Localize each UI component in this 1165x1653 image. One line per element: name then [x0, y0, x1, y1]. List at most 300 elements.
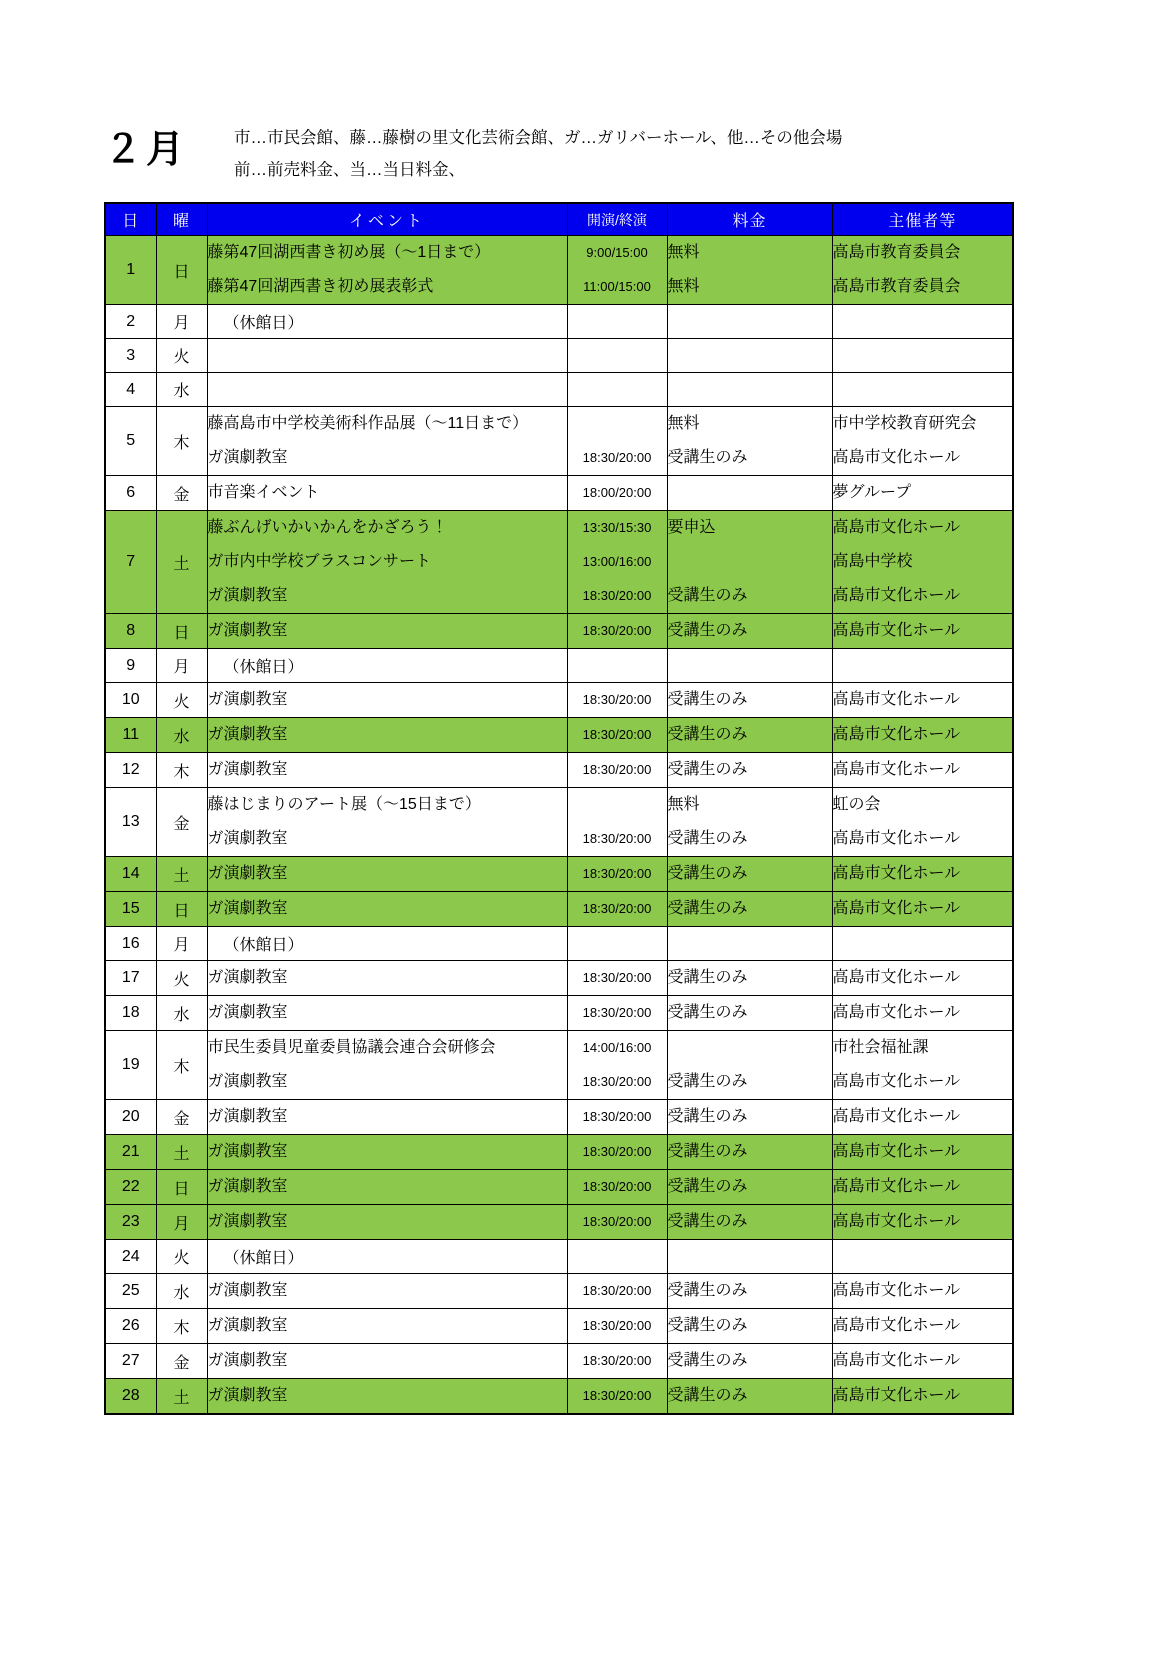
- cell-time: [567, 927, 667, 961]
- cell-day: 28: [105, 1379, 156, 1415]
- event-time: 18:30/20:00: [582, 588, 652, 603]
- event-organizer: 夢グループ: [832, 484, 912, 501]
- event-venue-code: ガ: [207, 726, 224, 743]
- cell-day: 14: [105, 857, 156, 892]
- cell-fee: [667, 407, 832, 476]
- event-time: 18:30/20:00: [582, 1144, 652, 1159]
- page-header: [104, 122, 1014, 192]
- event-time: 13:00/16:00: [582, 554, 652, 569]
- cell-fee: [667, 373, 832, 407]
- event-title: 演劇教室: [223, 1213, 288, 1230]
- event-time: 13:30/15:30: [582, 520, 652, 535]
- cell-time: [567, 1309, 667, 1344]
- event-time: 14:00/16:00: [582, 1040, 652, 1055]
- cell-dow: 土: [156, 1135, 207, 1170]
- event-entry: [208, 683, 567, 717]
- event-organizer: 高島市文化ホール: [832, 449, 961, 466]
- event-title: 演劇教室: [223, 1282, 288, 1299]
- cell-time: [567, 683, 667, 718]
- cell-time: [567, 961, 667, 996]
- cell-time: [567, 1170, 667, 1205]
- event-title: 第47回湖西書き初め展表彰式: [223, 278, 434, 295]
- event-fee: 受講生のみ: [667, 969, 748, 986]
- event-entry: [208, 1379, 567, 1413]
- cell-event: [207, 305, 567, 339]
- event-fee: 受講生のみ: [667, 900, 748, 917]
- table-row: [105, 614, 1013, 649]
- table-row: [105, 857, 1013, 892]
- table-row: [105, 718, 1013, 753]
- event-entry: [208, 718, 567, 752]
- event-entry: [208, 1065, 567, 1099]
- event-title: 演劇教室: [223, 761, 288, 778]
- event-entry: [208, 892, 567, 926]
- event-entry: [208, 788, 567, 822]
- cell-fee: [667, 1031, 832, 1100]
- cell-time: [567, 892, 667, 927]
- cell-event: [207, 476, 567, 511]
- event-venue-code: ガ: [207, 900, 224, 917]
- event-time: 18:30/20:00: [582, 1353, 652, 1368]
- cell-day: 13: [105, 788, 156, 857]
- event-title: 演劇教室: [223, 1352, 288, 1369]
- cell-org: [832, 753, 1013, 788]
- cell-dow: 水: [156, 996, 207, 1031]
- cell-event: [207, 1135, 567, 1170]
- table-row: [105, 788, 1013, 857]
- event-fee: 受講生のみ: [667, 1108, 748, 1125]
- event-fee: 受講生のみ: [667, 1073, 748, 1090]
- table-row: [105, 1170, 1013, 1205]
- event-fee: 受講生のみ: [667, 1317, 748, 1334]
- event-fee: 要申込: [667, 519, 716, 536]
- event-organizer: 高島市文化ホール: [832, 587, 961, 604]
- event-time: 18:30/20:00: [582, 1005, 652, 1020]
- cell-event: [207, 511, 567, 614]
- cell-org: [832, 1309, 1013, 1344]
- cell-org: [832, 511, 1013, 614]
- event-venue-code: ガ: [207, 622, 224, 639]
- cell-org: [832, 373, 1013, 407]
- event-title: 演劇教室: [223, 900, 288, 917]
- event-title: 演劇教室: [223, 830, 288, 847]
- event-organizer: 高島市文化ホール: [832, 1282, 961, 1299]
- cell-time: [567, 1344, 667, 1379]
- event-venue-code: ガ: [207, 1282, 224, 1299]
- event-fee: 受講生のみ: [667, 691, 748, 708]
- cell-event: [207, 614, 567, 649]
- header-row: [105, 203, 1013, 236]
- cell-event: [207, 1240, 567, 1274]
- event-organizer: 高島市文化ホール: [832, 1178, 961, 1195]
- event-time: 18:00/20:00: [582, 485, 652, 500]
- event-entry: [208, 236, 567, 270]
- cell-dow: 水: [156, 1274, 207, 1309]
- event-title: 民生委員児童委員協議会連合会研修会: [223, 1039, 496, 1056]
- event-time: [568, 407, 667, 441]
- cell-event: [207, 373, 567, 407]
- cell-fee: [667, 996, 832, 1031]
- cell-event: [207, 1344, 567, 1379]
- cell-day: 2: [105, 305, 156, 339]
- event-fee: 受講生のみ: [667, 622, 748, 639]
- event-entry: [208, 579, 567, 613]
- cell-day: 16: [105, 927, 156, 961]
- cell-day: 9: [105, 649, 156, 683]
- table-row: [105, 1344, 1013, 1379]
- cell-fee: [667, 1344, 832, 1379]
- cell-event: [207, 1170, 567, 1205]
- cell-fee: [667, 1274, 832, 1309]
- table-row: [105, 753, 1013, 788]
- event-venue-code: 市: [207, 1039, 224, 1056]
- event-fee: 無料: [667, 796, 700, 813]
- event-entry: [208, 614, 567, 648]
- cell-event: [207, 857, 567, 892]
- event-title: 演劇教室: [223, 865, 288, 882]
- event-entry: [208, 1135, 567, 1169]
- event-venue-code: 藤: [207, 278, 224, 295]
- table-row: [105, 649, 1013, 683]
- cell-dow: 日: [156, 614, 207, 649]
- event-venue-code: ガ: [207, 761, 224, 778]
- event-title: 演劇教室: [223, 691, 288, 708]
- cell-org: [832, 476, 1013, 511]
- event-entry: [208, 511, 567, 545]
- cell-org: [832, 718, 1013, 753]
- event-title: 音楽イベント: [223, 484, 320, 501]
- cell-time: [567, 1240, 667, 1274]
- event-venue-code: ガ: [207, 1317, 224, 1334]
- cell-fee: [667, 339, 832, 373]
- cell-org: [832, 1344, 1013, 1379]
- event-organizer: 高島市文化ホール: [832, 1073, 961, 1090]
- cell-time: [567, 1205, 667, 1240]
- event-time: 18:30/20:00: [582, 1388, 652, 1403]
- cell-event: [207, 649, 567, 683]
- cell-day: 15: [105, 892, 156, 927]
- event-venue-code: ガ: [207, 865, 224, 882]
- cell-fee: [667, 1135, 832, 1170]
- event-title: 演劇教室: [223, 449, 288, 466]
- event-time: 9:00/15:00: [586, 245, 648, 260]
- event-organizer: 高島市文化ホール: [832, 830, 961, 847]
- event-title: 演劇教室: [223, 1073, 288, 1090]
- event-fee: 受講生のみ: [667, 865, 748, 882]
- event-title: 第47回湖西書き初め展（～1日まで）: [223, 244, 491, 261]
- event-fee: [668, 1031, 832, 1065]
- cell-fee: [667, 236, 832, 305]
- event-time: 18:30/20:00: [582, 1214, 652, 1229]
- event-entry: [208, 1205, 567, 1239]
- event-title: 演劇教室: [223, 1178, 288, 1195]
- event-venue-code: ガ: [207, 969, 224, 986]
- cell-fee: [667, 892, 832, 927]
- cell-time: [567, 649, 667, 683]
- cell-time: [567, 753, 667, 788]
- cell-org: [832, 1031, 1013, 1100]
- event-organizer: 高島市文化ホール: [832, 969, 961, 986]
- cell-dow: 金: [156, 476, 207, 511]
- event-organizer: 高島市文化ホール: [832, 1387, 961, 1404]
- column-header-fee: 料金: [667, 203, 832, 236]
- cell-org: [832, 1205, 1013, 1240]
- closed-day-label: （休館日）: [223, 937, 304, 954]
- event-venue-code: 市: [207, 484, 224, 501]
- cell-dow: 月: [156, 1205, 207, 1240]
- table-row: [105, 683, 1013, 718]
- legend-block: [234, 122, 1014, 186]
- cell-day: 23: [105, 1205, 156, 1240]
- cell-day: 7: [105, 511, 156, 614]
- event-fee: 受講生のみ: [667, 1004, 748, 1021]
- event-title: 演劇教室: [223, 1108, 288, 1125]
- table-row: [105, 892, 1013, 927]
- cell-org: [832, 857, 1013, 892]
- event-venue-code: 藤: [207, 796, 224, 813]
- cell-org: [832, 1240, 1013, 1274]
- table-row: [105, 1205, 1013, 1240]
- cell-dow: 火: [156, 961, 207, 996]
- cell-time: [567, 718, 667, 753]
- event-fee: 受講生のみ: [667, 761, 748, 778]
- cell-time: [567, 407, 667, 476]
- event-fee: 無料: [667, 244, 700, 261]
- event-organizer: 高島市文化ホール: [832, 1143, 961, 1160]
- event-venue-code: ガ: [207, 1178, 224, 1195]
- cell-dow: 水: [156, 718, 207, 753]
- event-organizer: 市中学校教育研究会: [832, 415, 977, 432]
- event-venue-code: ガ: [207, 587, 224, 604]
- event-title: 演劇教室: [223, 622, 288, 639]
- event-venue-code: ガ: [207, 449, 224, 466]
- cell-org: [832, 1100, 1013, 1135]
- table-head: [105, 203, 1013, 236]
- event-organizer: 高島市教育委員会: [832, 244, 961, 261]
- cell-event: [207, 1100, 567, 1135]
- event-fee: 受講生のみ: [667, 587, 748, 604]
- event-entry: [208, 1031, 567, 1065]
- event-title: 演劇教室: [223, 726, 288, 743]
- cell-day: 19: [105, 1031, 156, 1100]
- cell-day: 17: [105, 961, 156, 996]
- event-organizer: 高島市文化ホール: [832, 1108, 961, 1125]
- event-fee: 受講生のみ: [667, 1282, 748, 1299]
- cell-day: 24: [105, 1240, 156, 1274]
- event-fee: [668, 545, 832, 579]
- event-venue-code: ガ: [207, 1004, 224, 1021]
- cell-org: [832, 305, 1013, 339]
- cell-day: 3: [105, 339, 156, 373]
- event-title: 演劇教室: [223, 1004, 288, 1021]
- cell-fee: [667, 1240, 832, 1274]
- cell-time: [567, 996, 667, 1031]
- cell-fee: [667, 857, 832, 892]
- event-organizer: 高島市文化ホール: [832, 726, 961, 743]
- cell-dow: 火: [156, 683, 207, 718]
- event-venue-code: ガ: [207, 1352, 224, 1369]
- column-header-org: 主催者等: [832, 203, 1013, 236]
- cell-time: [567, 1274, 667, 1309]
- cell-day: 10: [105, 683, 156, 718]
- event-organizer: 高島市文化ホール: [832, 900, 961, 917]
- cell-dow: 金: [156, 1344, 207, 1379]
- cell-dow: 月: [156, 927, 207, 961]
- table-row: [105, 373, 1013, 407]
- cell-day: 4: [105, 373, 156, 407]
- cell-time: [567, 1100, 667, 1135]
- event-organizer: 高島市文化ホール: [832, 622, 961, 639]
- cell-fee: [667, 683, 832, 718]
- table-row: [105, 1135, 1013, 1170]
- event-entry: [208, 441, 567, 475]
- event-organizer: 高島市文化ホール: [832, 865, 961, 882]
- table-row: [105, 927, 1013, 961]
- cell-event: [207, 996, 567, 1031]
- event-title: 市内中学校ブラスコンサート: [223, 553, 432, 570]
- cell-fee: [667, 649, 832, 683]
- event-organizer: 高島市文化ホール: [832, 761, 961, 778]
- cell-org: [832, 892, 1013, 927]
- table-row: [105, 339, 1013, 373]
- cell-day: 6: [105, 476, 156, 511]
- event-entry: [208, 407, 567, 441]
- cell-day: 21: [105, 1135, 156, 1170]
- event-entry: [208, 1170, 567, 1204]
- event-fee: 無料: [667, 278, 700, 295]
- cell-org: [832, 927, 1013, 961]
- event-fee: 受講生のみ: [667, 449, 748, 466]
- cell-event: [207, 1274, 567, 1309]
- cell-time: [567, 1031, 667, 1100]
- cell-org: [832, 1135, 1013, 1170]
- cell-time: [567, 236, 667, 305]
- cell-fee: [667, 718, 832, 753]
- event-fee: 受講生のみ: [667, 726, 748, 743]
- column-header-event: イベント: [207, 203, 567, 236]
- cell-dow: 土: [156, 857, 207, 892]
- event-organizer: 虹の会: [832, 796, 881, 813]
- column-header-time: 開演/終演: [567, 203, 667, 236]
- event-fee: 受講生のみ: [667, 1213, 748, 1230]
- cell-fee: [667, 305, 832, 339]
- calendar-table-wrapper: [104, 202, 1012, 1415]
- event-entry: [208, 996, 567, 1030]
- cell-fee: [667, 961, 832, 996]
- table-row: [105, 1240, 1013, 1274]
- cell-org: [832, 788, 1013, 857]
- cell-dow: 金: [156, 788, 207, 857]
- event-time: 18:30/20:00: [582, 901, 652, 916]
- event-time: 18:30/20:00: [582, 1283, 652, 1298]
- cell-fee: [667, 1100, 832, 1135]
- event-organizer: 高島市文化ホール: [832, 1004, 961, 1021]
- event-organizer: 高島市文化ホール: [832, 1352, 961, 1369]
- event-time: 18:30/20:00: [582, 1179, 652, 1194]
- event-entry: [208, 1100, 567, 1134]
- event-title: 演劇教室: [223, 587, 288, 604]
- event-entry: [208, 1344, 567, 1378]
- event-title: 高島市中学校美術科作品展（～11日まで）: [223, 415, 529, 432]
- cell-day: 25: [105, 1274, 156, 1309]
- event-fee: 受講生のみ: [667, 1387, 748, 1404]
- event-venue-code: ガ: [207, 553, 224, 570]
- cell-fee: [667, 1170, 832, 1205]
- event-time: 18:30/20:00: [582, 1109, 652, 1124]
- table-row: [105, 407, 1013, 476]
- cell-event: [207, 753, 567, 788]
- event-entry: [208, 961, 567, 995]
- event-calendar-table: [104, 202, 1014, 1415]
- event-fee: 無料: [667, 415, 700, 432]
- cell-day: 22: [105, 1170, 156, 1205]
- cell-dow: 金: [156, 1100, 207, 1135]
- event-organizer: 高島市文化ホール: [832, 691, 961, 708]
- cell-event: [207, 927, 567, 961]
- cell-event: [207, 788, 567, 857]
- cell-time: [567, 857, 667, 892]
- event-title: 演劇教室: [223, 1387, 288, 1404]
- event-title: はじまりのアート展（～15日まで）: [223, 796, 481, 813]
- cell-event: [207, 961, 567, 996]
- event-title: ぶんげいかいかんをかざろう！: [223, 519, 448, 536]
- event-venue-code: 藤: [207, 415, 224, 432]
- cell-time: [567, 476, 667, 511]
- legend-venues: 市…市民会館、藤…藤樹の里文化芸術会館、ガ…ガリバーホール、他…その他会場: [234, 129, 843, 147]
- column-header-day: 日: [105, 203, 156, 236]
- cell-time: [567, 1379, 667, 1415]
- cell-dow: 木: [156, 407, 207, 476]
- cell-dow: 土: [156, 511, 207, 614]
- cell-time: [567, 614, 667, 649]
- cell-dow: 木: [156, 1031, 207, 1100]
- cell-day: 11: [105, 718, 156, 753]
- table-row: [105, 1309, 1013, 1344]
- cell-org: [832, 236, 1013, 305]
- cell-fee: [667, 927, 832, 961]
- cell-dow: 月: [156, 305, 207, 339]
- event-organizer: 市社会福祉課: [832, 1039, 929, 1056]
- cell-event: [207, 892, 567, 927]
- cell-org: [832, 407, 1013, 476]
- table-row: [105, 961, 1013, 996]
- cell-dow: 土: [156, 1379, 207, 1415]
- cell-day: 18: [105, 996, 156, 1031]
- event-venue-code: ガ: [207, 830, 224, 847]
- event-venue-code: ガ: [207, 1213, 224, 1230]
- cell-event: [207, 407, 567, 476]
- event-venue-code: ガ: [207, 1387, 224, 1404]
- cell-org: [832, 649, 1013, 683]
- event-time: 11:00/15:00: [583, 279, 651, 294]
- cell-day: 27: [105, 1344, 156, 1379]
- cell-time: [567, 373, 667, 407]
- event-entry: [208, 270, 567, 304]
- cell-org: [832, 339, 1013, 373]
- event-time: 18:30/20:00: [582, 450, 652, 465]
- cell-fee: [667, 788, 832, 857]
- cell-fee: [667, 614, 832, 649]
- cell-event: [207, 1379, 567, 1415]
- cell-fee: [667, 753, 832, 788]
- cell-event: [207, 718, 567, 753]
- event-venue-code: 藤: [207, 244, 224, 261]
- event-time: 18:30/20:00: [582, 623, 652, 638]
- closed-day-label: （休館日）: [223, 315, 304, 332]
- table-body: [105, 236, 1013, 1415]
- event-entry: [208, 1309, 567, 1343]
- cell-org: [832, 1379, 1013, 1415]
